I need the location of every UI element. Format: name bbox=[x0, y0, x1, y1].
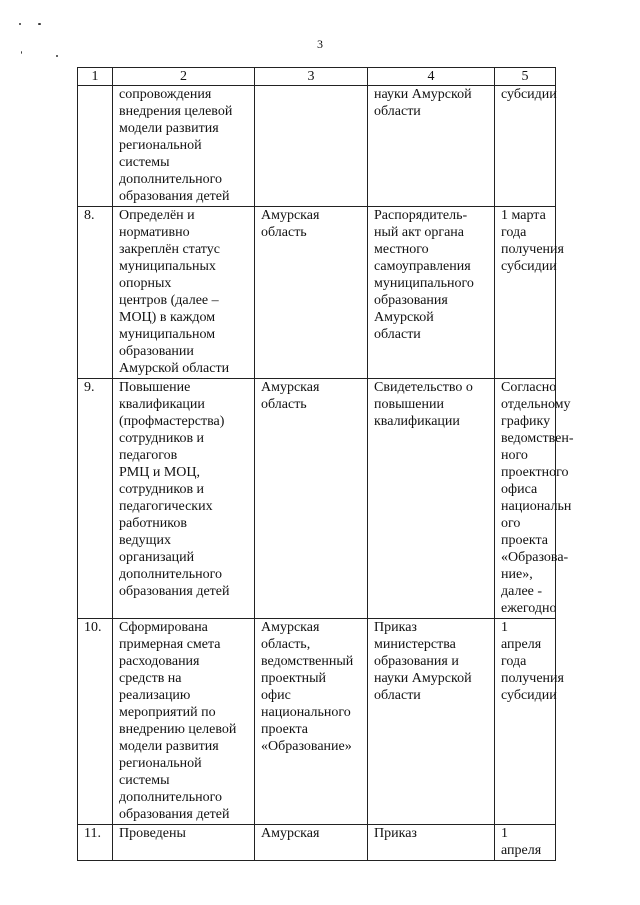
table-row bbox=[78, 379, 556, 619]
table-row bbox=[78, 619, 556, 825]
col-header-4: 4 bbox=[368, 68, 495, 86]
cell-responsible: Амурская bbox=[255, 825, 368, 861]
col-header-2: 2 bbox=[113, 68, 255, 86]
table-row bbox=[78, 86, 556, 207]
col-header-3: 3 bbox=[255, 68, 368, 86]
col-header-1: 1 bbox=[78, 68, 113, 86]
scan-speck bbox=[56, 55, 58, 57]
cell-event: Повышение квалификации (профмастерства) сотрудников и педагогов РМЦ и МОЦ, сотрудников и педагогических работников ведущих организаций дополнительного образования детей bbox=[113, 379, 255, 619]
table-row bbox=[78, 825, 556, 861]
cell-num: 8. bbox=[78, 207, 113, 379]
col-header-5: 5 bbox=[495, 68, 556, 86]
cell-document: Приказ bbox=[368, 825, 495, 861]
header-row bbox=[78, 68, 556, 86]
cell-document: Распорядитель- ный акт органа местного самоуправления муниципального образования Амурской области bbox=[368, 207, 495, 379]
cell-responsible: Амурская область, ведомственный проектный офис национального проекта «Образование» bbox=[255, 619, 368, 825]
cell-deadline: 1 апреля bbox=[495, 825, 556, 861]
cell-num: 10. bbox=[78, 619, 113, 825]
scan-speck bbox=[19, 23, 21, 25]
cell-responsible bbox=[255, 86, 368, 207]
cell-deadline: субсидии bbox=[495, 86, 556, 207]
cell-deadline: 1 марта года получения субсидии bbox=[495, 207, 556, 379]
cell-event: Проведены bbox=[113, 825, 255, 861]
page-number: 3 bbox=[317, 37, 323, 51]
cell-event: Сформирована примерная смета расходования средств на реализацию мероприятий по внедрению целевой модели развития региональной системы дополнительного образования детей bbox=[113, 619, 255, 825]
cell-responsible: Амурская область bbox=[255, 379, 368, 619]
cell-document: науки Амурской области bbox=[368, 86, 495, 207]
cell-num: 9. bbox=[78, 379, 113, 619]
cell-document: Свидетельство о повышении квалификации bbox=[368, 379, 495, 619]
scan-speck bbox=[38, 23, 41, 25]
cell-num: 11. bbox=[78, 825, 113, 861]
cell-deadline: 1 апреля года получения субсидии bbox=[495, 619, 556, 825]
measures-table bbox=[77, 67, 574, 861]
table-row bbox=[78, 207, 556, 379]
cell-num bbox=[78, 86, 113, 207]
cell-document: Приказ министерства образования и науки Амурской области bbox=[368, 619, 495, 825]
cell-deadline: Согласно отдельному графику ведомствен- ного проектного офиса национальн ого проекта «Образова- ние», далее - ежегодно bbox=[495, 379, 556, 619]
cell-event: сопровождения внедрения целевой модели развития региональной системы дополнительного образования детей bbox=[113, 86, 255, 207]
cell-responsible: Амурская область bbox=[255, 207, 368, 379]
cell-event: Определён и нормативно закреплён статус муниципальных опорных центров (далее – МОЦ) в каждом муниципальном образовании Амурской области bbox=[113, 207, 255, 379]
